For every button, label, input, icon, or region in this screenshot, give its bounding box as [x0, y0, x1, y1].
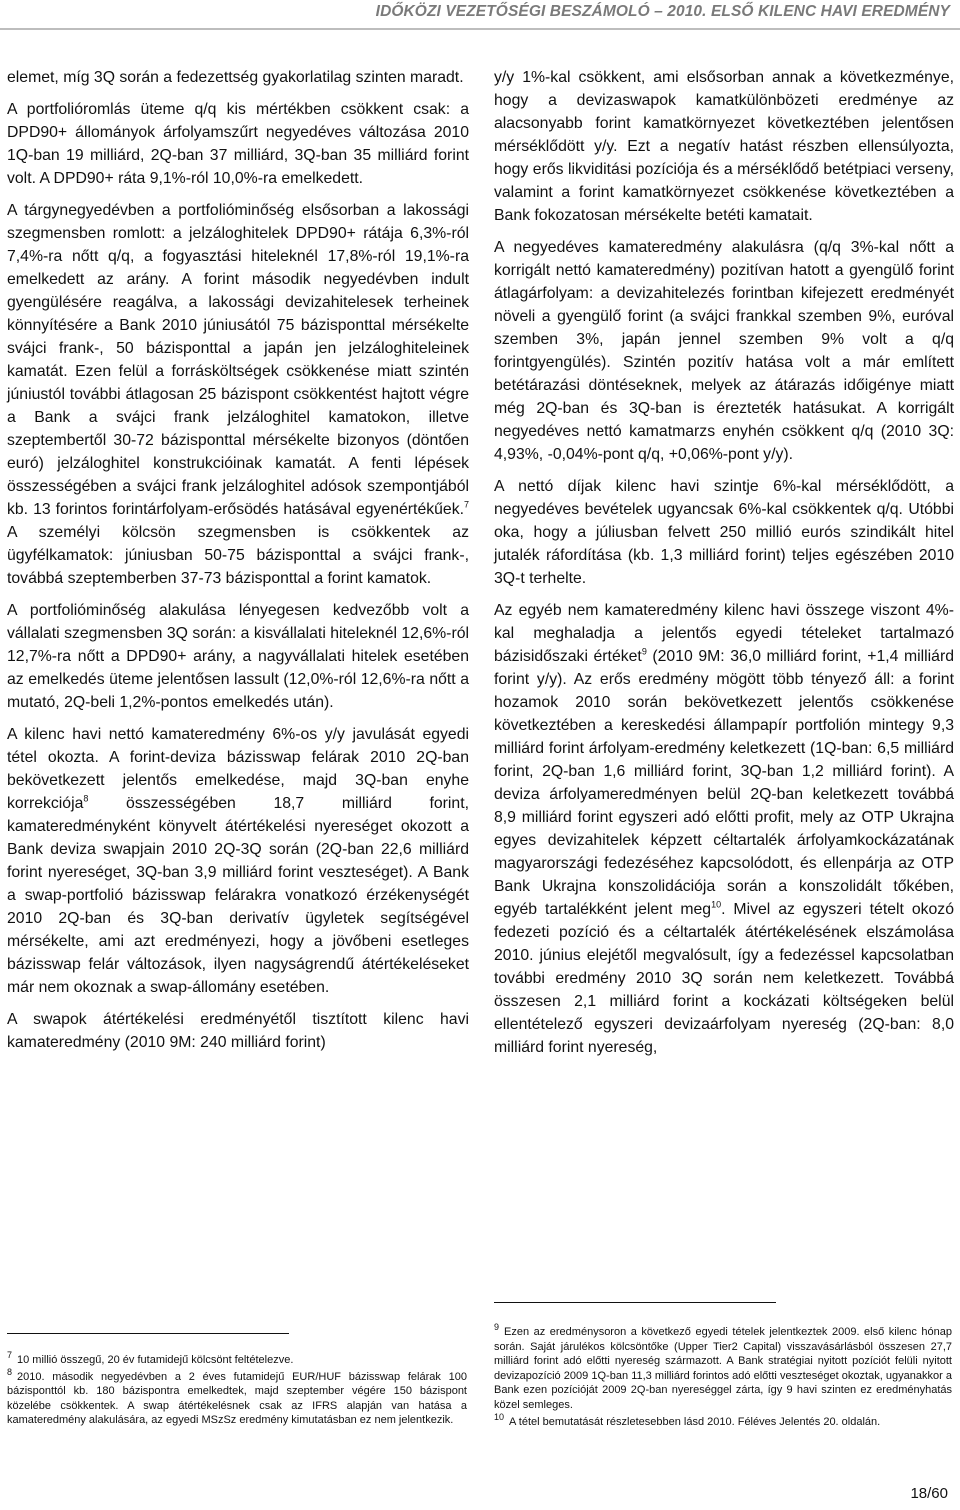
paragraph-text: összességében 18,7 milliárd forint, kamateredményként könyvelt átértékelési nyereséget okozott a Bank deviza swapjain 2010 2Q-3Q során (2Q-ban 22,6 milliárd forint nyereséget, 3Q-ban 3,9 milliárd forint veszteséget). A Bank a swap-portfolió bázisswap felárakra vonatkozó érzékenységét 2010 2Q-ban és 3Q-ban derivatív ügyletek segítségével mérsékelte, ami azt eredményezi, hogy a jövőbeni esetleges bázisswap felár változások, ilyen nagyságrendű átértékeléseket már nem okoznak a swap-állomány esetében. — [7, 795, 469, 996]
right-column — [494, 66, 954, 1068]
paragraph: A nettó díjak kilenc havi szintje 6%-kal mérséklődött, a negyedéves bevételek ugyancsak 6%-kal csökkentek q/q. Utóbbi oka, hogy a júliusban felvett 250 millió eurós szindikált hitel jutalék ráfordítása (kb. 1,3 milliárd forint) teljes egészében 2010 3Q-t terhelte. — [494, 478, 954, 587]
paragraph-text: A kilenc havi nettó kamateredmény 6%-os y/y javulását egyedi tétel okozta. A forint-deviza bázisswap felárak 2010 2Q-ban bekövetkezett jelentős emelkedése, majd 3Q-ban enyhe korrekciója — [7, 726, 469, 812]
paragraph: A portfolióminőség alakulása lényegesen kedvezőbb volt a vállalati szegmensben 3Q során: a kisvállalati hiteleknél 12,6%-ról 12,7%-ra nőtt a DPD90+ arány, a nagyvállalati hitelek esetében az emelkedés üteme jelentősen lassult (12,0%-ról 12,6%-ra nőtt a mutató, 2Q-beli 1,2%-pontos emelkedés után). — [7, 602, 469, 711]
paragraph: A swapok átértékelési eredményétől tisztított kilenc havi kamateredmény (2010 9M: 240 milliárd forint) — [7, 1011, 469, 1051]
paragraph: A portfolióromlás üteme q/q kis mértékben csökkent csak: a DPD90+ állományok árfolyamszűrt negyedéves változása 2010 1Q-ban 19 milliárd, 2Q-ban 37 milliárd, 3Q-ban 35 milliárd forint volt. A DPD90+ ráta 9,1%-ról 10,0%-ra emelkedett. — [7, 101, 469, 187]
footnote-text: 10 millió összegű, 20 év futamidejű kölcsönt feltételezve. — [17, 1354, 294, 1366]
footnote-number: 8 — [7, 1366, 13, 1377]
footnote-ref: 8 — [83, 793, 89, 804]
paragraph: A negyedéves kamateredmény alakulásra (q/q 3%-kal nőtt a korrigált nettó kamateredmény) pozitívan hatott a gyengülő forint átlagárfolyam: a devizahitelezés forintban kifejezett eredményét növeli a gyengülő forint (a svájci frankkal szemben 9%, euróval szemben 3%, japán jennel szemben 9% volt a q/q forintgyengülés). Szintén pozitív hatása volt a már említett betétárazási döntéseknek, melyek az átárazás időigénye miatt még 2Q-ban és 3Q-ban is érezteték hatásukat. A korrigált negyedéves nettó kamatmarzs enyhén csökkent q/q (2010 3Q: 4,93%, -0,04%-pont q/q, +0,06%-pont y/y). — [494, 239, 954, 463]
footnote-ref: 10 — [711, 899, 722, 910]
footnote-number: 7 — [7, 1350, 13, 1361]
footnote-text: Ezen az eredménysoron a következő egyedi tételek jelentkeztek 2009. első kilenc hónap során. Saját járulékos kölcsöntőke (Upper Tier2 Capital) visszavásárlásból összesen 27,7 milliárd forint adó előtti nyereség származott. A Bank stratégiai nyitott pozíciót felüli nyitott devizapozíció 2009 1Q-ban 11,3 milliárd forintos adó előtti veszteséget okoztak, ugyanakkor a Bank ezen pozícióját 2009 2Q-ban nyereséggel zárta, így 9 havi szinten ez eredményhatás közel semleges. — [494, 1326, 952, 1411]
footnote — [7, 1366, 467, 1428]
paragraph — [494, 599, 954, 1059]
paragraph-text: . Mivel az egyszeri tételt okozó fedezeti pozíció és a céltartalék átértékelésének elszámolása 2010. június elejétől megvalósult, így a fedezéssel kapcsolatban további eredmény 2010 3Q során nem keletkezett. Továbbá összesen 2,1 milliárd forint a kockázati költségeken belül ellentételező egyszeri devizaárfolyam nyereség (2Q-ban: 8,0 milliárd forint nyereség, — [494, 901, 954, 1056]
paragraph — [7, 199, 469, 590]
footnote — [494, 1322, 952, 1413]
footnote-text: A tétel bemutatását részletesebben lásd 2010. Féléves Jelentés 20. oldalán. — [509, 1415, 881, 1428]
page-number: 18/60 — [910, 1485, 948, 1502]
footnote-ref: 9 — [641, 646, 647, 657]
footnote — [7, 1350, 467, 1368]
footnote-number: 10 — [494, 1411, 505, 1422]
paragraph-text: (2010 9M: 36,0 milliárd forint, +1,4 milliárd forint y/y). Az erős eredmény mögött több tényező áll: a forint hozamok 2010 során bekövetkezett jelentős csökkenése következtében a kereskedési állampapír portfolión mintegy 9,3 milliárd forint árfolyam-eredmény keletkezett (1Q-ban: 6,5 milliárd forint, 2Q-ban 1,6 milliárd forint, 3Q-ban 1,2 milliárd forint). A deviza árfolyameredményen belül 2Q-ban keletkezett továbbá 8,9 milliárd forint egyszeri adó előtti profit, mely az OTP Ukrajna egyes devizahitelek képzett céltartalék árfolyamkockázatának magyarországi fedezéséhez kapcsolódott, és ellenpárja az OTP Bank Ukrajna konszolidációja során a konszolidált tőkében, egyéb tartalékként jelent meg — [494, 648, 954, 918]
left-column — [7, 66, 469, 1063]
paragraph-text: A tárgynegyedévben a portfolióminőség elsősorban a lakossági szegmensben romlott: a jelzáloghitelek DPD90+ rátája 6,3%-ról 7,4%-ra nőtt q/q, a fogyasztási hiteleknél 17,8%-ról 19,1%-ra emelkedett az arány. A forint második negyedévben indult gyengülésére reagálva, a lakossági devizahitelesek terheinek könnyítésére a Bank 2010 júniusától 75 bázisponttal mérsékelte svájci frank-, 50 bázisponttal a japán jen jelzáloghiteleinek kamatát. Ezen felül a forrásköltségek csökkenése miatt szintén júniustól további átlagosan 25 bázispont csökkentést hajtott végre a Bank a svájci frank jelzáloghitel kamatokon, illetve szeptembertől 30-72 bázisponttal mérsékelte bizonyos (döntően euró) jelzáloghitel konstrukcióinak kamatát. A fenti lépések összességében a svájci frank jelzáloghitel adósok szempontjából kb. 13 forintos forintárfolyam-erősödés hatásával egyenértékűek. — [7, 202, 469, 518]
paragraph: y/y 1%-kal csökkent, ami elsősorban annak a következménye, hogy a devizaswapok kamatkülönbözeti eredménye az alacsonyabb forint kamatkörnyezet következtében jelentősen mérséklődött y/y. Ezt a negatív hatást részben ellensúlyozta, hogy erős likviditási pozíciója és a mérséklődő betétpiaci verseny, valamint a forint kamatkörnyezet csökkenése következtében a Bank fokozatosan mérsékelte betéti kamatait. — [494, 69, 954, 224]
page-header — [0, 0, 960, 30]
footnote-number: 9 — [494, 1322, 500, 1333]
footnote-ref: 7 — [463, 499, 469, 510]
paragraph-text: Az egyéb nem kamateredmény kilenc havi összege viszont 4%-kal meghaladja a jelentős egyedi tételeket tartalmazó bázisidőszaki értéket — [494, 602, 954, 665]
footnotes-left — [7, 1350, 467, 1430]
paragraph-text: A személyi kölcsön szegmensben is csökkentek az ügyfélkamatok: júniusban 50-75 bázisponttal a svájci frank-, továbbá szeptemberben 37-73 bázisponttal a forint kamatok. — [7, 524, 469, 587]
report-title: IDŐKÖZI VEZETŐSÉGI BESZÁMOLÓ – 2010. ELSŐ KILENC HAVI EREDMÉNY — [375, 3, 950, 20]
footnote — [494, 1411, 952, 1430]
header-divider — [0, 28, 960, 30]
paragraph — [7, 723, 469, 999]
footnote-separator — [7, 1333, 289, 1334]
footnote-separator — [494, 1302, 776, 1303]
footnotes-right — [494, 1322, 952, 1431]
paragraph: elemet, míg 3Q során a fedezettség gyakorlatilag szinten maradt. — [7, 69, 464, 86]
footnote-text: 2010. második negyedévben a 2 éves futamidejű EUR/HUF bázisswap felárak 100 bázisponttól kb. 180 bázispontra emelkedtek, majd szeptember végére 150 bázispont közelébe csökkentek. A swap átértékelésnek csak az IFRS alapján van hatása a kamateredmény alakulására, az egyedi MSzSz eredmény kimutatásban ez nem jelentkezik. — [7, 1370, 467, 1427]
